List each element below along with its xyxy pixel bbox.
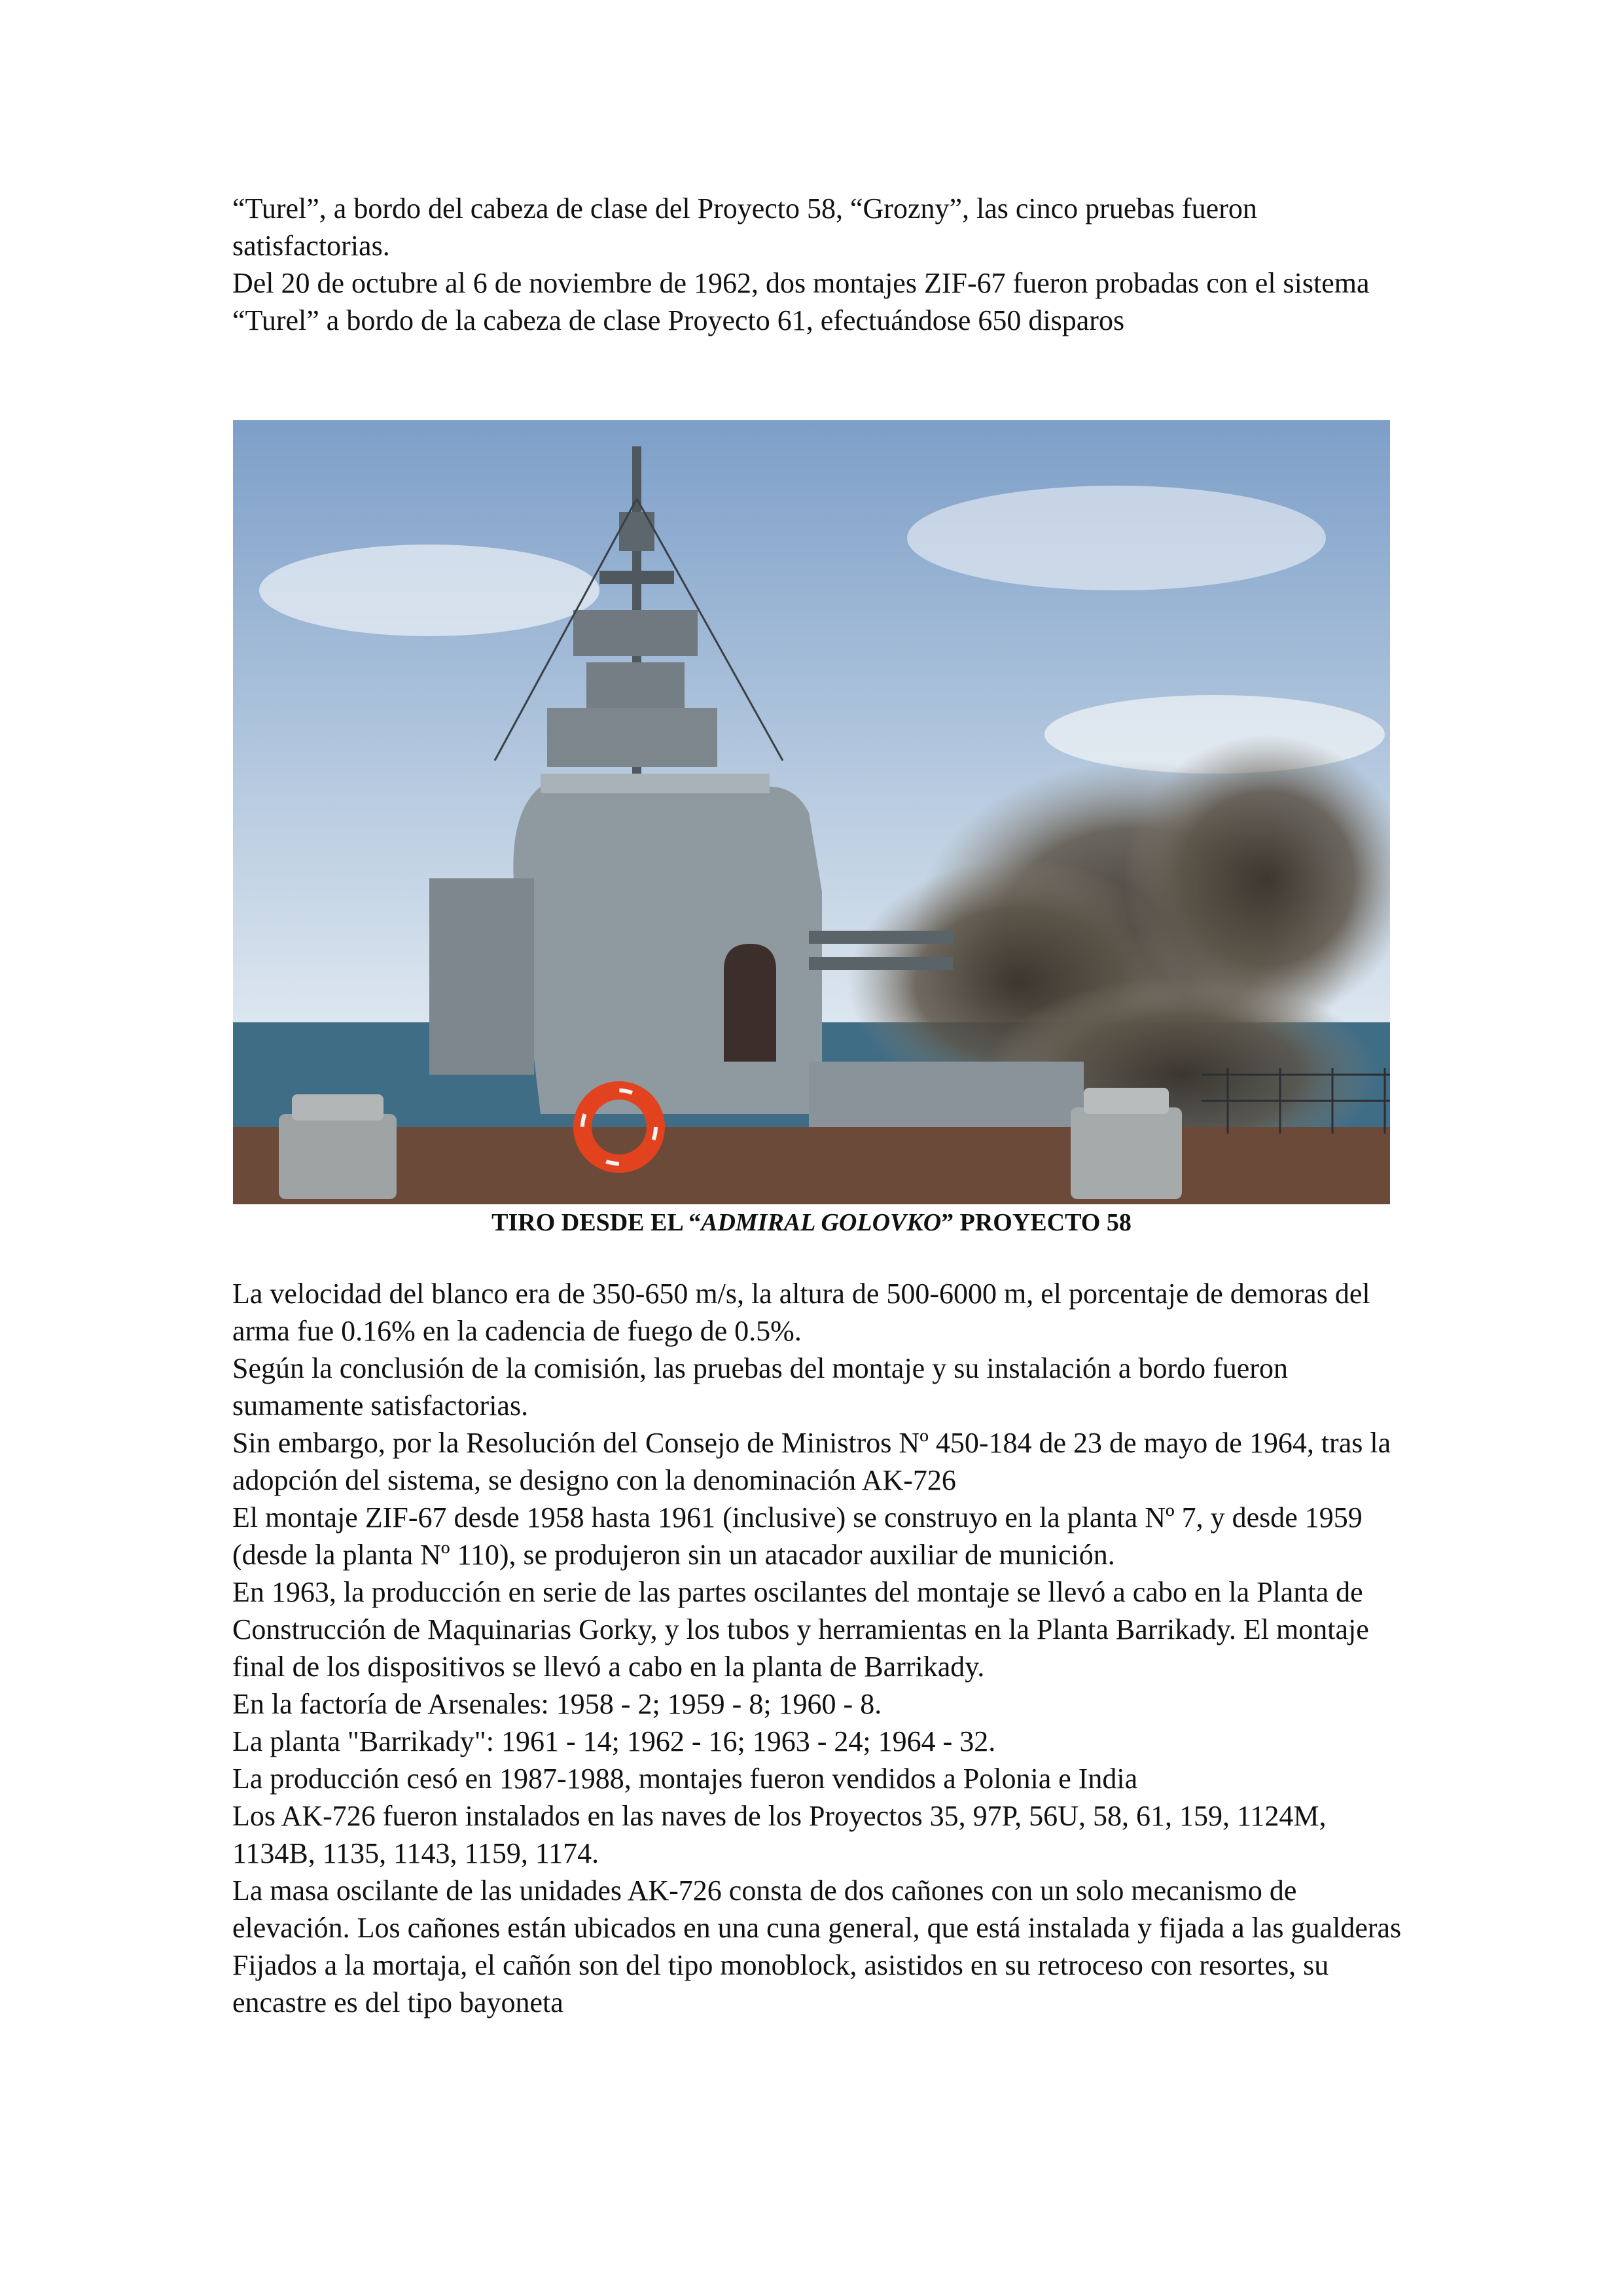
cloud xyxy=(259,545,599,636)
caption-suffix: ” PROYECTO 58 xyxy=(941,1209,1132,1236)
caption-prefix: TIRO DESDE EL “ xyxy=(491,1209,702,1236)
paragraph: La producción cesó en 1987-1988, montajes fueron vendidos a Polonia e India xyxy=(232,1763,1138,1795)
turret-door xyxy=(724,944,776,1062)
gun-barrel xyxy=(809,931,953,944)
paragraph: Según la conclusión de la comisión, las pruebas del montaje y su instalación a bordo fueron sumamente satisfactorias. xyxy=(232,1352,1288,1422)
figure-caption xyxy=(232,1206,1391,1240)
bollard xyxy=(279,1094,397,1199)
paragraph: “Turel”, a bordo del cabeza de clase del Proyecto 58, “Grozny”, las cinco pruebas fueron satisfactorias. xyxy=(232,192,1257,262)
paragraph: Fijados a la mortaja, el cañón son del tipo monoblock, asistidos en su retroceso con resortes, su encastre es del tipo bayoneta xyxy=(232,1949,1329,2018)
cloud xyxy=(907,486,1326,590)
paragraph: La velocidad del blanco era de 350-650 m/s, la altura de 500-6000 m, el porcentaje de demoras del arma fue 0.16% en la cadencia de fuego de 0.5%. xyxy=(232,1278,1370,1347)
paragraph: Del 20 de octubre al 6 de noviembre de 1962, dos montajes ZIF-67 fueron probadas con el sistema “Turel” a bordo de la cabeza de clase Proyecto 61, efectuándose 650 disparos xyxy=(232,267,1370,336)
ship-deck xyxy=(233,1127,1390,1204)
top-text-block xyxy=(232,190,1410,339)
paragraph: En la factoría de Arsenales: 1958 - 2; 1959 - 8; 1960 - 8. xyxy=(232,1688,882,1720)
paragraph: La masa oscilante de las unidades AK-726 consta de dos cañones con un solo mecanismo de elevación. Los cañones están ubicados en una cuna general, que está instalada y fijada a las gualderas xyxy=(232,1874,1402,1944)
paragraph: La planta "Barrikady": 1961 - 14; 1962 - 16; 1963 - 24; 1964 - 32. xyxy=(232,1725,996,1757)
bollard xyxy=(1071,1088,1182,1199)
gun-turret xyxy=(513,787,822,1114)
body-text-block xyxy=(232,1275,1410,2021)
ship-superstructure xyxy=(429,878,534,1075)
turret-roof-detail xyxy=(541,774,770,793)
paragraph: En 1963, la producción en serie de las partes oscilantes del montaje se llevó a cabo en la Planta de Construcción de Maquinarias Gorky, y los tubos y herramientas en la Planta Barrikady. El montaje final de los dispositivos se llevó a cabo en la planta de Barrikady. xyxy=(232,1576,1369,1683)
paragraph: El montaje ZIF-67 desde 1958 hasta 1961 (inclusive) se construyo en la planta Nº 7, y desde 1959 (desde la planta Nº 110), se produjeron sin un atacador auxiliar de munición. xyxy=(232,1501,1363,1571)
caption-ship-name: ADMIRAL GOLOVKO xyxy=(701,1209,942,1236)
ship-photo xyxy=(233,420,1390,1204)
ship-photo-illustration xyxy=(233,420,1390,1204)
paragraph: Sin embargo, por la Resolución del Consejo de Ministros Nº 450-184 de 23 de mayo de 1964, tras la adopción del sistema, se designo con la denominación AK-726 xyxy=(232,1427,1391,1496)
paragraph: Los AK-726 fueron instalados en las naves de los Proyectos 35, 97P, 56U, 58, 61, 159, 1124M, 1134B, 1135, 1143, 1159, 1174. xyxy=(232,1800,1327,1869)
gun-barrel xyxy=(809,957,953,970)
